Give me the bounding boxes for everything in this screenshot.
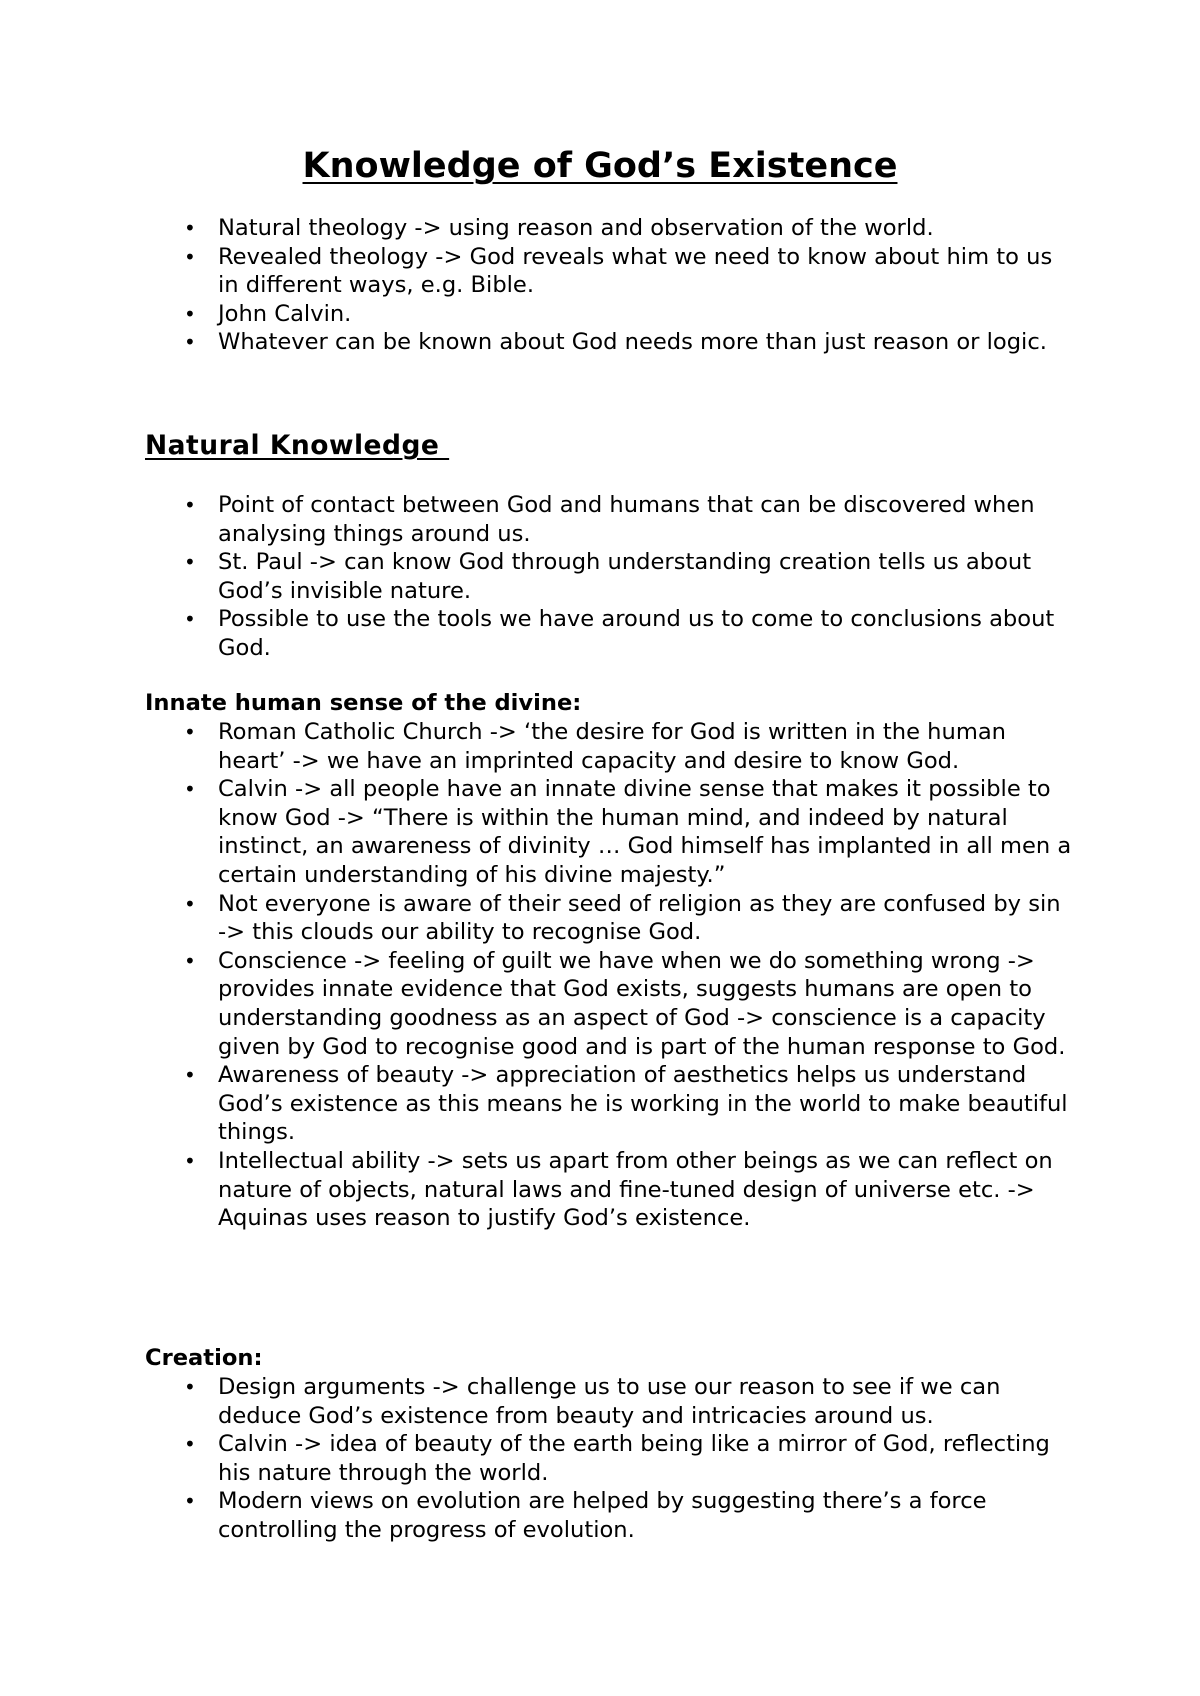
list-item: • Design arguments -> challenge us to use our reason to see if we can deduce God’s existence from beauty and intricacies around us. <box>184 1374 1001 1429</box>
list-item: • Awareness of beauty -> appreciation of aesthetics helps us understand God’s existence as this means he is working in the world to make beautiful things. <box>184 1062 1068 1146</box>
bullet-icon: • <box>184 777 196 802</box>
bullet-icon: • <box>184 550 196 575</box>
list-item: • Not everyone is aware of their seed of religion as they are confused by sin -> this clouds our ability to recognise God. <box>184 890 1061 946</box>
page-title: Knowledge of God’s Existence <box>302 146 898 186</box>
bullet-icon: • <box>184 1375 196 1399</box>
list-item: • Possible to use the tools we have around us to come to conclusions about God. <box>184 606 1055 661</box>
bullet-icon: • <box>184 948 196 973</box>
bullet-icon: • <box>184 1432 196 1457</box>
list-item: • Whatever can be known about God needs more than just reason or logic. <box>184 329 1047 356</box>
section-heading-natural-knowledge: Natural Knowledge <box>145 430 450 461</box>
list-item: • Roman Catholic Church -> ‘the desire for God is written in the human heart’ -> we have an imprinted capacity and desire to know God. <box>184 719 1007 774</box>
subheading-creation: Creation: <box>145 1345 263 1371</box>
list-item: • Conscience -> feeling of guilt we have when we do something wrong -> provides innate evidence that God exists, suggests humans are open to understanding goodness as an aspect of God -> conscience is a capacity given by God to recognise good and is part of the human response to God. <box>184 947 1066 1060</box>
natural-knowledge-list <box>145 491 1075 663</box>
list-item: • Calvin -> idea of beauty of the earth being like a mirror of God, reflecting his nature through the world. <box>184 1431 1050 1486</box>
bullet-icon: • <box>184 1489 196 1514</box>
bullet-icon: • <box>184 244 196 269</box>
bullet-icon: • <box>184 330 196 355</box>
bullet-icon: • <box>184 720 196 744</box>
list-item: • Intellectual ability -> sets us apart from other beings as we can reflect on nature of objects, natural laws and fine-tuned design of universe etc. -> Aquinas uses reason to justify God’s existence. <box>184 1147 1053 1232</box>
bullet-icon: • <box>184 301 196 326</box>
list-item: • Point of contact between God and humans that can be discovered when analysing things around us. <box>184 492 1035 547</box>
bullet-icon: • <box>184 493 196 517</box>
bullet-icon: • <box>184 216 196 240</box>
innate-sense-list <box>145 718 1075 1233</box>
creation-list <box>145 1373 1075 1545</box>
list-item: • Revealed theology -> God reveals what we need to know about him to us in different ways, e.g. Bible. <box>184 243 1053 299</box>
list-item: • Modern views on evolution are helped by suggesting there’s a force controlling the progress of evolution. <box>184 1488 987 1543</box>
bullet-icon: • <box>184 607 196 632</box>
list-item: • Calvin -> all people have an innate divine sense that makes it possible to know God -> “There is within the human mind, and indeed by natural instinct, an awareness of divinity … God himself has implanted in all men a certain understanding of his divine majesty.” <box>184 776 1072 888</box>
intro-list <box>145 214 1075 357</box>
list-item: • John Calvin. <box>184 300 352 327</box>
list-item: • St. Paul -> can know God through understanding creation tells us about God’s invisible nature. <box>184 549 1032 604</box>
subheading-innate-sense: Innate human sense of the divine: <box>145 690 582 716</box>
list-item: • Natural theology -> using reason and observation of the world. <box>184 215 934 241</box>
bullet-icon: • <box>184 1148 196 1173</box>
bullet-icon: • <box>184 891 196 916</box>
bullet-icon: • <box>184 1063 196 1088</box>
